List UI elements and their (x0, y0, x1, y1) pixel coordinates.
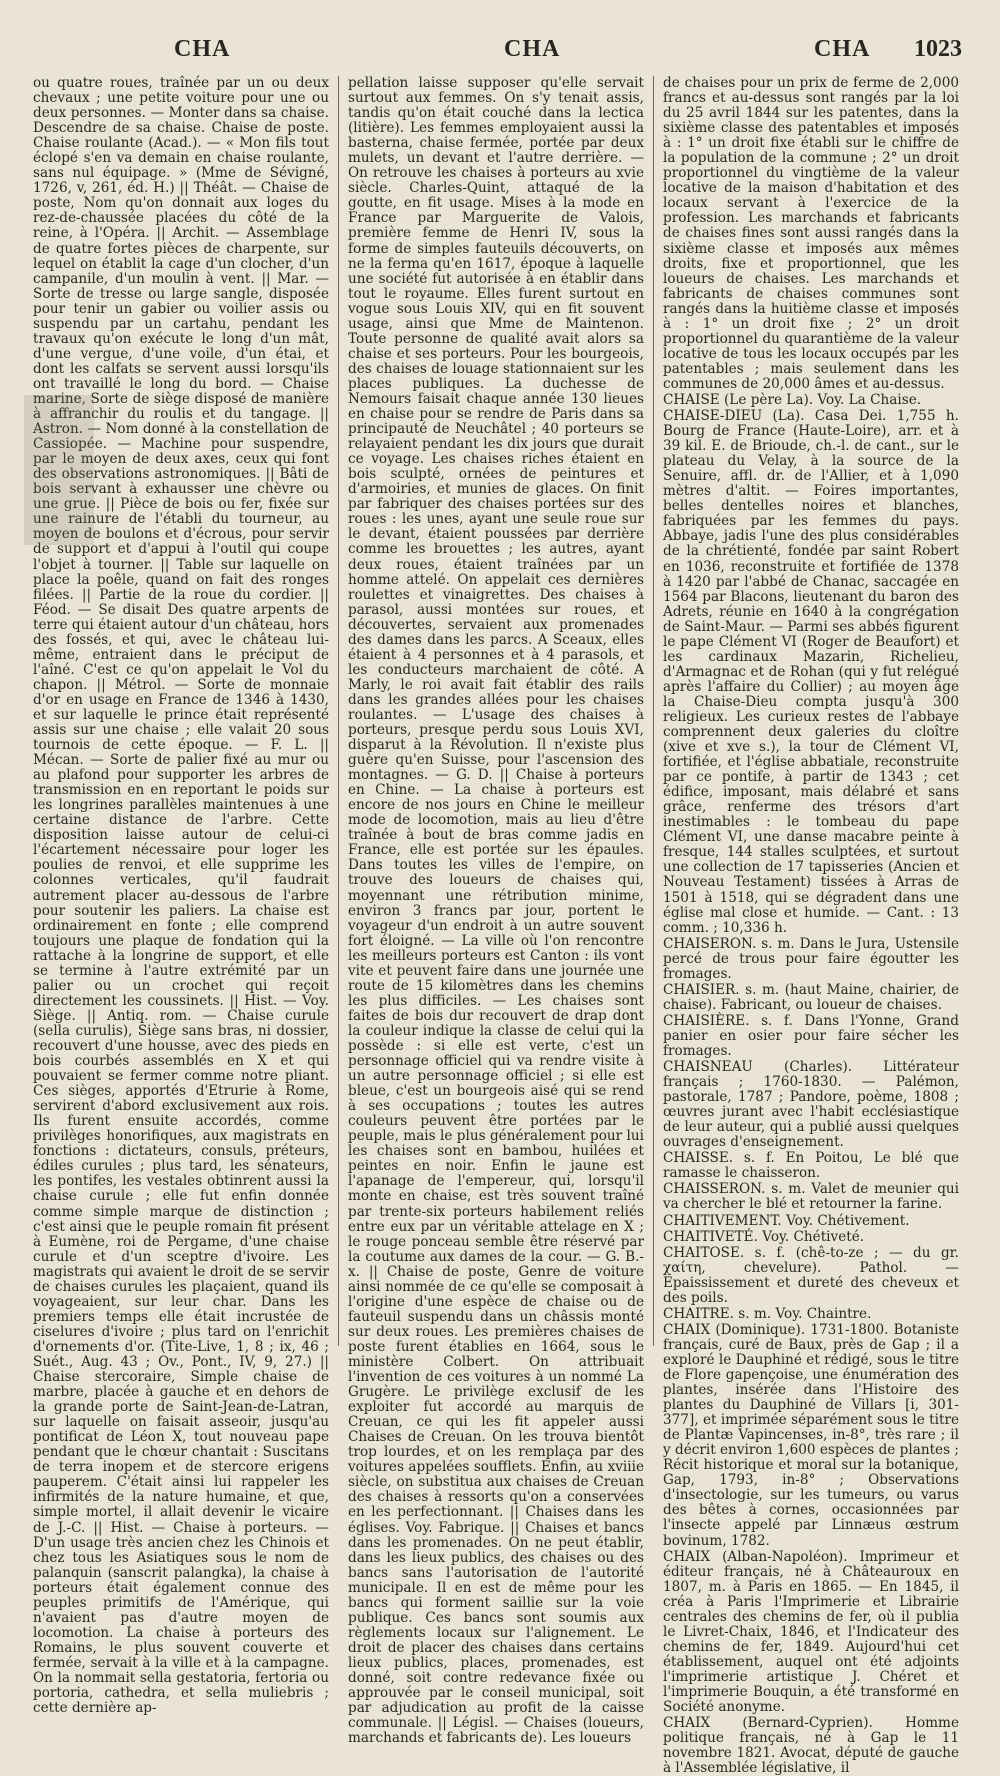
column-1 (24, 75, 338, 1717)
entry-chaisier: CHAISIER. s. m. (haut Maine, chairier, de chaise). Fabricant, ou loueur de chaises. (663, 981, 959, 1013)
text-columns (24, 75, 968, 1776)
paper-stain (24, 395, 94, 545)
entry-chaitre: CHAITRE. s. m. Voy. Chaintre. (663, 1305, 872, 1322)
entry-chaisiere: CHAISIÈRE. s. f. Dans l'Yonne, Grand panier en osier pour faire sécher les fromages. (663, 1012, 959, 1059)
column-paragraph: ou quatre roues, traînée par un ou deux chevaux ; une petite voiture pour une ou deux personnes. — Monter dans sa chaise. Descendre de sa chaise. Chaise de poste. Chaise roulante (Acad.). — « Mon fils tout éclopé s'en va demain en chaise roulante, sans nul équipage. » (Mme de Sévigné, 1726, v, 261, éd. H.) || Théât. — Chaise de poste, Nom qu'on donnait aux loges du rez-de-chaussée placées du côté de la reine, à l'Opéra. || Archit. — Assemblage de quatre fortes pièces de charpente, sur lequel on établit la cage d'un clocher, d'un campanile, d'un moulin à vent. || Mar. — Sorte de tresse ou large sangle, disposée pour tenir un gabier ou voilier assis ou suspendu par un cartahu, pendant les travaux qu'on exécute le long d'un mât, d'une vergue, d'une voile, d'un étai, et dont les calfats se servent aussi lorsqu'ils ont travaillé le long du bord. — Chaise marine, Sorte de siège disposé de manière à affranchir du roulis et du tangage. || Astron. — Nom donné à la constellation de Cassiopée. — Machine pour suspendre, par le moyen de deux axes, ceux qui font des observations astronomiques. || Bâti de bois servant à exhausser une chèvre ou une grue. || Pièce de bois ou fer, fixée sur une rainure de l'établi du tourneur, au moyen de boulons et d'écrous, pour servir de support et d'appui à l'outil qui coupe l'objet à tourner. || Table sur laquelle on place la poêle, quand on fait des ronges filées. || Partie de la roue du cordier. || Féod. — Se disait Des quatre arpents de terre qui étaient autour d'un château, hors des fossés, et qui, avec le château lui-même, entraient dans le préciput de l'aîné. C'est ce qu'on appelait le Vol du chapon. || Métrol. — Sorte de monnaie d'or en usage en France de 1346 à 1430, et sur laquelle le prince était représenté assis sur une chaise ; elle valait 20 sous tournois de cette époque. — F. L. || Mécan. — Sorte de palier fixé au mur ou au plafond pour supporter les arbres de transmission en en reportant le poids sur les longrines parallèles maintenues à une certaine distance de l'arbre. Cette disposition laisse autour de celui-ci l'écartement nécessaire pour loger les poulies de renvoi, et elle supprime les colonnes verticales, qu'il faudrait autrement placer au-dessous de l'arbre pour soutenir les paliers. La chaise est ordinairement en fonte ; elle comprend toujours une plaque de fondation qui la rattache à la longrine de support, et elle se termine à l'autre extrémité par un palier ou un crochet qui reçoit directement les coussinets. || Hist. — Voy. Siège. || Antiq. rom. — Chaise curule (sella curulis), Siège sans bras, ni dossier, recouvert d'une housse, avec des pieds en bois courbés assemblés en X et qui pouvaient se fermer comme notre pliant. Ces sièges, apportés d'Etrurie à Rome, servirent d'abord exclusivement aux rois. Ils furent ensuite accordés, comme privilèges honorifiques, aux magistrats en fonctions : dictateurs, consuls, préteurs, édiles curules ; plus tard, les sénateurs, les pontifes, les vestales obtinrent aussi la chaise curule ; elle fut enfin donnée comme simple marque de distinction ; c'est ainsi que le peuple romain fit présent à Eumène, roi de Pergame, d'une chaise curule et d'un sceptre d'ivoire. Les magistrats qui avaient le droit de se servir de chaises curules les plaçaient, quand ils voyageaient, sur leur char. Dans les premiers temps elle était incrustée de ciselures d'ivoire ; plus tard on l'enrichit d'ornements d'or. (Tite-Live, 1, 8 ; ix, 46 ; Suét., Aug. 43 ; Ov., Pont., IV, 9, 27.) || Chaise stercoraire, Simple chaise de marbre, placée à gauche et en dehors de la grande porte de Saint-Jean-de-Latran, sur laquelle on faisait asseoir, jusqu'au pontificat de Léon X, tout nouveau pape pendant que le chœur chantait : Suscitans de terra inopem et de stercore erigens pauperem. C'était ainsi lui rappeler les infirmités de la nature humaine, et que, simple mortel, il allait devenir le vicaire de J.-C. || Hist. — Chaise à porteurs. — D'un usage très ancien chez les Chinois et chez tous les Asiatiques sous le nom de palanquin (sanscrit palangka), la chaise à porteurs était également connue des peuples primitifs de l'Amérique, qui n'avaient pas d'autre moyen de locomotion. La chaise à porteurs des Romains, le plus souvent couverte et fermée, servait à la ville et à la campagne. On la nommait sella gestatoria, fertoria ou portoria, cathedra, et sella muliebris ; cette dernière ap- (33, 75, 329, 1717)
entry-chaiseron: CHAISERON. s. m. Dans le Jura, Ustensile percé de trous pour faire égoutter les fromages. (663, 935, 959, 982)
entry-chaitose: CHAITOSE. s. f. (chê-to-ze ; — du gr. χαίτη, chevelure). Pathol. — Epaississement et dureté des cheveux et des poils. (663, 1244, 959, 1306)
entry-chaise-dieu: CHAISE-DIEU (La). Casa Dei. 1,755 h. Bourg de France (Haute-Loire), arr. et à 39 kil. E. de Brioude, ch.-l. de cant., sur le plateau du Velay, à la source de la Senuire, affl. dr. de l'Allier, et à 1,090 mètres d'altit. — Foires importantes, belles dentelles noires et blanches, fabriquées par les femmes du pays. Abbaye, jadis l'une des plus considérables de la chrétienté, fondée par saint Robert en 1036, reconstruite et fortifiée de 1378 à 1420 par l'abbé de Chanac, saccagée en 1564 par Blacons, lieutenant du baron des Adrets, réunie en 1640 à la congrégation de Saint-Maur. — Parmi ses abbés figurent le pape Clément VI (Roger de Beaufort) et les cardinaux Mazarin, Richelieu, d'Armagnac et de Rohan (qui y fut relégué après l'affaire du Collier) ; au moyen âge la Chaise-Dieu compta jusqu'à 300 religieux. Les curieux restes de l'abbaye comprennent deux galeries du cloître (xive et xve s.), la tour de Clément VI, fortifiée, et l'église abbatiale, reconstruite par ce pontife, à partir de 1343 ; cet édifice, imposant, mais délabré et sans grâce, renferme des trésors d'art inestimables : le tombeau du pape Clément VI, une danse macabre peinte à fresque, 144 stalles sculptées, et surtout une collection de 17 tapisseries (Ancien et Nouveau Testament) tissées à Arras de 1501 à 1518, qui se dégradent dans une église mal close et humide. — Cant. : 13 comm. ; 10,336 h. (663, 408, 959, 936)
running-head-center: CHA (504, 36, 561, 62)
column-3 (653, 75, 968, 1776)
entry-chaitivete: CHAITIVETÉ. Voy. Chétiveté. (663, 1228, 865, 1245)
entry-chaisneau: CHAISNEAU (Charles). Littérateur français ; 1760-1830. — Palémon, pastorale, 1787 ; Pandore, poème, 1808 ; œuvres jurant avec l'habit ecclésiastique de leur auteur, qui a publié aussi quelques ouvrages d'enseignement. (663, 1059, 959, 1151)
entry-chaisseron: CHAISSERON. s. m. Valet de meunier qui va chercher le blé et retourner la farine. (663, 1181, 959, 1213)
entry-chaix-alban: CHAIX (Alban-Napoléon). Imprimeur et éditeur français, né à Châteauroux en 1807, m. à Paris en 1865. — En 1845, il créa à Paris l'Imprimerie et Librairie centrales des chemins de fer, où il publia le Livret-Chaix, 1846, et l'Indicateur des chemins de fer, 1849. Aujourd'hui cet établissement, auquel ont été adjoints l'imprimerie artistique J. Chéret et l'imprimerie Bouquin, a été transformé en Société anonyme. (663, 1548, 959, 1716)
column-paragraph: pellation laisse supposer qu'elle servait surtout aux femmes. On s'y tenait assis, tandis qu'on était couché dans la lectica (litière). Les femmes employaient aussi la basterna, chaise fermée, portée par deux mulets, un devant et l'autre derrière. — On retrouve les chaises à porteurs au xvie siècle. Charles-Quint, attaqué de la goutte, en fit usage. Mises à la mode en France par Marguerite de Valois, première femme de Henri IV, sous la forme de simples fauteuils découverts, on ne la ferma qu'en 1617, époque à laquelle une société fut autorisée à en établir dans tout le royaume. Elles furent surtout en vogue sous Louis XIV, qui en fit souvent usage, ainsi que Mme de Maintenon. Toute personne de qualité avait alors sa chaise et ses porteurs. Pour les bourgeois, des chaises de louage stationnaient sur les places publiques. La duchesse de Nemours faisait chaque année 130 lieues en chaise pour se rendre de Paris dans sa principauté de Neuchâtel ; 40 porteurs se relayaient pendant les dix jours que durait ce voyage. Les chaises riches étaient en bois sculpté, ornées de peintures et d'armoiries, et munies de glaces. On finit par fabriquer des chaises portées sur des roues : les unes, ayant une seule roue sur le devant, étaient poussées par derrière comme les brouettes ; les autres, ayant deux roues, étaient traînées par un homme attelé. On appelait ces dernières roulettes et vinaigrettes. Des chaises à parasol, aussi montées sur roues, et découvertes, servaient aux promenades des dames dans les parcs. A Sceaux, elles étaient à 4 personnes et à 4 parasols, et les conducteurs marchaient de côté. A Marly, le roi avait fait établir des rails dans les grandes allées pour les chaises roulantes. — L'usage des chaises à porteurs, presque perdu sous Louis XVI, disparut à la Révolution. Il n'existe plus guère qu'en Suisse, pour l'ascension des montagnes. — G. D. || Chaise à porteurs en Chine. — La chaise à porteurs est encore de nos jours en Chine le meilleur mode de locomotion, mais au lieu d'être traînée à bout de bras comme jadis en France, elle est portée sur les épaules. Dans toutes les villes de l'empire, on trouve des loueurs de chaises qui, moyennant une rétribution minime, environ 3 francs par jour, portent le voyageur d'un endroit à un autre souvent fort éloigné. — La ville où l'on rencontre les meilleurs porteurs est Canton : ils vont vite et peuvent faire dans une journée une route de 15 kilomètres dans les chemins les plus difficiles. — Les chaises sont faites de bois dur recouvert de drap dont la couleur indique la classe de celui qui la possède : si elle est verte, c'est un personnage officiel qui va rendre visite à un autre personnage officiel ; si elle est bleue, c'est un bourgeois aisé qui se rend à ses occupations ; toutes les autres couleurs peuvent être portées par le peuple, mais le plus généralement pour lui les chaises sont en bambou, huilées et peintes en noir. Enfin le jaune est l'apanage de l'empereur, qui, lorsqu'il monte en chaise, est très souvent traîné par trente-six porteurs habilement reliés entre eux par un véritable attelage en X ; le rouge ponceau semble être réservé par la coutume aux dames de la cour. — G. B.-x. || Chaise de poste, Genre de voiture ainsi nommée de ce qu'elle se composait à l'origine d'une espèce de chaise ou de fauteuil suspendu dans un châssis monté sur deux roues. Les premières chaises de poste furent établies en 1664, sous le ministère Colbert. On attribuait l'invention de ces voitures à un nommé La Grugère. Le privilège exclusif de les exploiter fut accordé au marquis de Creuan, ce qui les fit appeler aussi Chaises de Creuan. On les trouva bientôt trop lourdes, et on les remplaça par des voitures appelées soufflets. Enfin, au xviiie siècle, on substitua aux chaises de Creuan des chaises à ressorts qu'on a conservées en les perfectionnant. || Chaises dans les églises. Voy. Fabrique. || Chaises et bancs dans les promenades. On ne peut établir, dans les lieux publics, des chaises ou des bancs sans l'autorisation de l'autorité municipale. Il en est de même pour les bancs qui forment saillie sur la voie publique. Ces bancs sont soumis aux règlements locaux sur l'alignement. Le droit de placer des chaises dans certains lieux publics, places, promenades, est donné, soit contre redevance fixée ou approuvée par le conseil municipal, soit par adjudication au profit de la caisse communale. || Législ. — Chaises (loueurs, marchands et fabricants de). Les loueurs (348, 75, 644, 1747)
entry-chaix-bernard: CHAIX (Bernard-Cyprien). Homme politique français, né à Gap le 11 novembre 1821. Avocat, député de gauche à l'Assemblée législative, il (663, 1715, 959, 1776)
running-head-left: CHA (174, 36, 231, 62)
running-head-right: CHA (814, 36, 871, 62)
entry-chaix-dominique: CHAIX (Dominique). 1731-1800. Botaniste français, curé de Baux, près de Gap ; il a exploré le Dauphiné et rédigé, sous le titre de Flore gapençoise, une énumération des plantes, insérée dans l'Histoire des plantes du Dauphiné de Villars [i, 301-377], et imprimée séparément sous le titre de Plantæ Vapincenses, in-8°, très rare ; il y décrit environ 1,600 espèces de plantes ; Récit historique et moral sur la botanique, Gap, 1793, in-8° ; Observations d'insectologie, sur les tumeurs, ou varus des bêtes à cornes, occasionnées par l'insecte appelé par Linnæus œstrum bovinum, 1782. (663, 1321, 959, 1549)
page-header (24, 30, 968, 76)
page-number: 1023 (914, 36, 962, 62)
entry-chaise-la: CHAISE (Le père La). Voy. La Chaise. (663, 391, 922, 408)
entry-chaitivement: CHAITIVEMENT. Voy. Chétivement. (663, 1212, 910, 1229)
entry-chaisse: CHAISSE. s. f. En Poitou, Le blé que ramasse le chaisseron. (663, 1150, 959, 1182)
column-2 (338, 75, 653, 1747)
column-paragraph: de chaises pour un prix de ferme de 2,000 francs et au-dessus sont rangés par la loi du 25 avril 1844 sur les patentes, dans la sixième classe des patentables et imposés à : 1° un droit fixe établi sur le chiffre de la population de la commune ; 2° un droit proportionnel du vingtième de la valeur locative de la maison d'habitation et des locaux servant à l'exercice de la profession. Les marchands et fabricants de chaises fines sont aussi rangés dans la sixième classe et imposés aux mêmes droits, fixe et proportionnel, que les loueurs de chaises. Les marchands et fabricants de chaises communes sont rangés dans la huitième classe et imposés à : 1° un droit fixe ; 2° un droit proportionnel du quarantième de la valeur locative de tous les locaux occupés par les patentables ; mais seulement dans les communes de 20,000 âmes et au-dessus. (663, 75, 959, 392)
